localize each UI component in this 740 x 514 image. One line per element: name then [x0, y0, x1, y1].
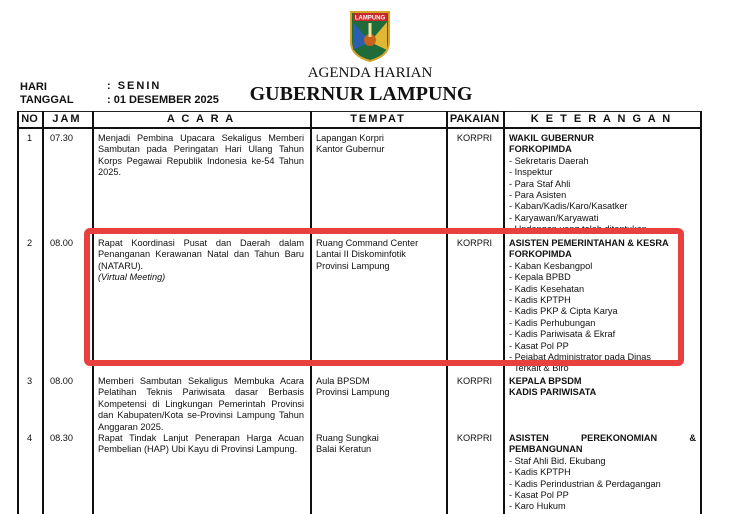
- keterangan-item: - Pejabat Administrator pada Dinas: [509, 352, 651, 363]
- col-header-no: NO: [21, 113, 38, 125]
- row-pakaian: KORPRI: [456, 376, 493, 386]
- tempat-line: Ruang Command Center: [316, 238, 419, 248]
- col-header-pakaian: PAKAIAN: [449, 113, 500, 125]
- keterangan-heading: WAKIL GUBERNUR: [509, 133, 595, 143]
- acara-text: Memberi Sambutan Sekaligus Membuka Acara Pelatihan Teknis Pariwisata dasar Berbasis Kompetensi di Lingkungan Pemerintah Provinsi dan Kabupaten/Kota se-Provinsi Lampung Tahun Anggaran 2025.: [98, 376, 304, 432]
- col-header-jam: JAM: [52, 113, 82, 125]
- highlight-box: [84, 228, 684, 366]
- tempat-line: Provinsi Lampung: [316, 387, 390, 398]
- hari-label: HARI: [20, 81, 47, 93]
- keterangan-heading: FORKOPIMDA: [509, 249, 572, 260]
- row-acara: [98, 376, 304, 432]
- keterangan-item: - Kaban Kesbangpol: [509, 260, 593, 271]
- row-tempat: [316, 133, 444, 156]
- keterangan-item: - Karyawan/Karyawati: [509, 212, 599, 223]
- keterangan-item: - Kadis Kesehatan: [509, 283, 585, 294]
- keterangan-heading: ASISTEN PEREKONOMIAN & PEMBANGUNAN: [509, 433, 696, 455]
- tempat-line: Kantor Gubernur: [316, 144, 385, 155]
- keterangan-item: - Para Staf Ahli: [509, 178, 571, 189]
- header-bottom-border: [17, 127, 702, 129]
- page-title: GUBERNUR LAMPUNG: [249, 83, 473, 105]
- row-keterangan: [509, 133, 696, 235]
- col-header-acara: A C A R A: [166, 113, 236, 125]
- col-divider: [17, 111, 19, 514]
- tempat-line: Ruang Sungkai: [316, 433, 379, 443]
- tempat-line: Aula BPSDM: [316, 376, 370, 386]
- row-keterangan: [509, 433, 696, 514]
- table-top-border: [17, 111, 702, 112]
- keterangan-item: - Kadis KPTPH: [509, 467, 571, 478]
- keterangan-item: - Kadis Perhubungan: [509, 317, 596, 328]
- keterangan-item: - Kepala BPBD: [509, 272, 571, 283]
- row-acara: [98, 433, 304, 514]
- row-no: 1: [26, 133, 33, 143]
- keterangan-item: - Kadis Pariwisata & Ekraf: [509, 329, 616, 340]
- keterangan-item: - Para Asisten: [509, 190, 567, 201]
- acara-text: Rapat Tindak Lanjut Penerapan Harga Acuan Pembelian (HAP) Ubi Kayu di Provinsi Lampung.: [98, 433, 304, 455]
- row-jam: 08.30: [50, 433, 73, 443]
- acara-text: Rapat Koordinasi Pusat dan Daerah dalam Penanganan Kerawanan Natal dan Tahun Baru (NATARU).: [98, 238, 304, 271]
- row-keterangan: [509, 376, 696, 432]
- col-divider: [42, 111, 44, 514]
- tempat-line: Balai Keratun: [316, 444, 372, 455]
- keterangan-item: - Kasat Pol PP: [509, 340, 569, 351]
- keterangan-item: - Kadis PKP & Cipta Karya: [509, 306, 618, 317]
- acara-note: (Virtual Meeting): [98, 272, 166, 283]
- keterangan-item: - Karo Hukum: [509, 501, 566, 512]
- keterangan-item: - Kadis KPTPH: [509, 295, 571, 306]
- col-header-tempat: TEMPAT: [350, 113, 406, 125]
- keterangan-heading: ASISTEN PEMERINTAHAN & KESRA: [509, 238, 669, 248]
- keterangan-heading: KADIS PARIWISATA: [509, 387, 597, 398]
- agenda-title: AGENDA HARIAN: [307, 65, 433, 81]
- row-tempat: [316, 433, 444, 456]
- keterangan-item: - Undangan yang telah ditentukan: [509, 224, 647, 235]
- keterangan-item: Terkait & Biro: [509, 363, 569, 374]
- svg-text:LAMPUNG: LAMPUNG: [354, 15, 386, 22]
- keterangan-heading: FORKOPIMDA: [509, 144, 572, 155]
- row-jam: 08.00: [50, 238, 73, 248]
- row-pakaian: KORPRI: [456, 133, 493, 143]
- keterangan-heading: KEPALA BPSDM: [509, 376, 582, 386]
- acara-text: Menjadi Pembina Upacara Sekaligus Memberi Sambutan pada Peringatan Hari Ulang Tahun Korps Pegawai Republik Indonesia ke-54 Tahun 2025.: [98, 133, 304, 178]
- keterangan-item: - Kadis Perindustrian & Perdagangan: [509, 478, 661, 489]
- row-pakaian: KORPRI: [456, 238, 493, 248]
- col-header-keterangan: K E T E R A N G A N: [530, 113, 673, 125]
- row-no: 4: [26, 433, 33, 443]
- keterangan-item: - Kaban/Kadis/Karo/Kasatker: [509, 201, 628, 212]
- tempat-line: Lapangan Korpri: [316, 133, 384, 143]
- row-pakaian: KORPRI: [456, 433, 493, 443]
- tanggal-label: TANGGAL: [20, 94, 74, 106]
- row-no: 2: [26, 238, 33, 248]
- col-divider: [700, 111, 702, 514]
- row-acara: [98, 133, 304, 229]
- keterangan-item: - Inspektur: [509, 167, 553, 178]
- lampung-logo: [349, 10, 391, 62]
- keterangan-item: - Sekretaris Daerah: [509, 155, 589, 166]
- keterangan-item: - Staf Ahli Bid. Ekubang: [509, 455, 606, 466]
- row-tempat: [316, 376, 444, 399]
- tanggal-value: : 01 DESEMBER 2025: [107, 94, 219, 106]
- row-jam: 07.30: [50, 133, 73, 143]
- hari-value: : SENIN: [107, 80, 162, 92]
- keterangan-item: - Kasat Pol PP: [509, 490, 569, 501]
- tempat-line: Lantai II Diskominfotik: [316, 249, 406, 260]
- tempat-line: Provinsi Lampung: [316, 260, 390, 271]
- row-jam: 08.00: [50, 376, 73, 386]
- row-no: 3: [26, 376, 33, 386]
